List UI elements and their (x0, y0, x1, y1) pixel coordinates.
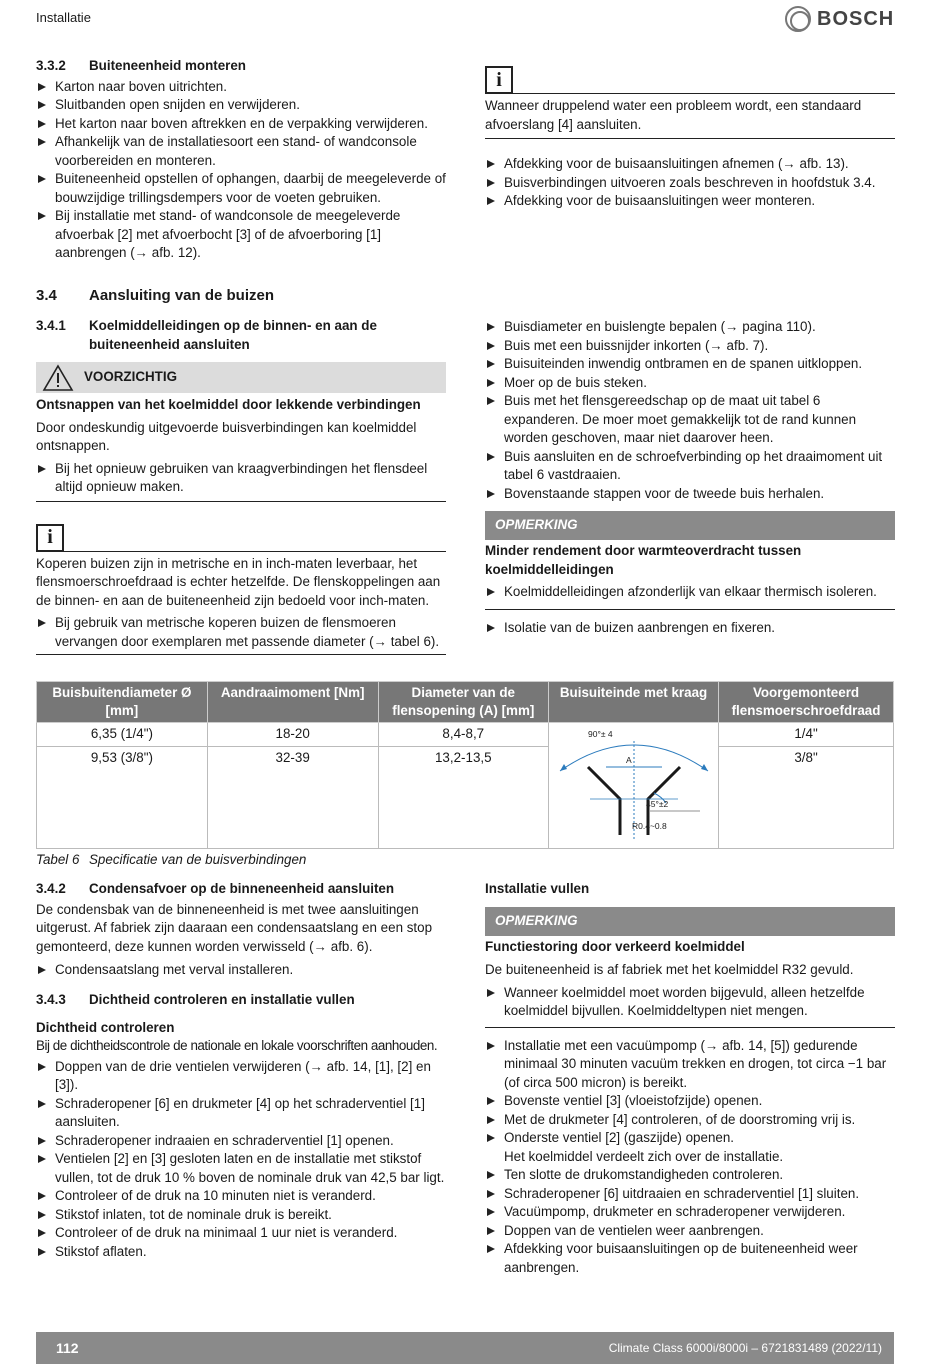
step-list (36, 961, 451, 980)
divider (64, 551, 446, 552)
list-item: Schraderopener [6] uitdraaien en schraderventiel [1] sluiten. (485, 1185, 895, 1204)
list-item: Moer op de buis steken. (485, 374, 895, 393)
column-header: Aandraaimoment [Nm] (207, 682, 378, 723)
table-cell: 32-39 (207, 747, 378, 849)
step-list (485, 155, 895, 211)
table-cell: 9,53 (3/8") (37, 747, 208, 849)
step-list (485, 318, 895, 503)
list-item: Bij gebruik van metrische koperen buizen de flensmoeren vervangen door exemplaren met passende diameter (→ tabel 6). (36, 614, 446, 651)
list-item: Afdekking voor de buisaansluitingen afnemen (→ afb. 13). (485, 155, 895, 174)
step-list (36, 1058, 451, 1262)
drain-info-block (485, 66, 895, 211)
section-3-4-3 (36, 991, 451, 1261)
note-list (485, 984, 895, 1028)
info-text: Wanneer druppelend water een probleem wordt, een standaard afvoerslang [4] aansluiten. (485, 94, 895, 139)
column-header: Buisuiteinde met kraag (549, 682, 719, 723)
list-item: Ventielen [2] en [3] gesloten laten en de installatie met stikstof vullen, tot de druk 10 % boven de nominale druk van 42,5 bar ligt. (36, 1150, 451, 1187)
caution-text: Door ondeskundig uitgevoerde buisverbindingen kan koelmiddel ontsnappen. (36, 419, 417, 453)
list-item: Het karton naar boven aftrekken en de verpakking verwijderen. (36, 115, 451, 134)
table-cell: 3/8" (719, 747, 894, 849)
note-text: De buiteneenheid is af fabriek met het koelmiddel R32 gevuld. (485, 962, 854, 977)
section-heading: 3.3.2 Buiteneenheid monteren (36, 58, 246, 73)
column-header: Voorgemonteerd flensmoerschroefdraad (719, 682, 894, 723)
list-item: Ten slotte de drukomstandigheden controleren. (485, 1166, 895, 1185)
list-item: Doppen van de ventielen weer aanbrengen. (485, 1222, 895, 1241)
list-item: Buis met een buissnijder inkorten (→ afb. 7). (485, 337, 895, 356)
list-item: Buisverbindingen uitvoeren zoals beschreven in hoofdstuk 3.4. (485, 174, 895, 193)
note-banner: OPMERKING (485, 907, 895, 936)
list-item: Vacuümpomp, drukmeter en schraderopener verwijderen. (485, 1203, 895, 1222)
brand-name: BOSCH (817, 7, 895, 30)
section-heading: 3.4.3 Dichtheid controleren en installatie vullen (36, 992, 355, 1007)
list-item: Afdekking voor de buisaansluitingen weer monteren. (485, 192, 895, 211)
list-item: Bij het opnieuw gebruiken van kraagverbindingen het flensdeel altijd opnieuw maken. (36, 460, 446, 497)
list-item: Buis met het flensgereedschap op de maat uit tabel 6 expanderen. De moer moet gemakkelijk tot de rand kunnen worden geschoven, maar niet daarover heen. (485, 392, 895, 448)
list-item: Bovenste ventiel [3] (vloeistofzijde) openen. (485, 1092, 895, 1111)
list-item: Sluitbanden open snijden en verwijderen. (36, 96, 451, 115)
note-list (485, 583, 895, 610)
table-row (37, 747, 894, 849)
column-header: Diameter van de flensopening (A) [mm] (378, 682, 549, 723)
section-3-4-2 (36, 880, 451, 980)
table-cell: 13,2-13,5 (378, 747, 549, 849)
table-caption: Tabel 6 Specificatie van de buisverbindingen (36, 852, 307, 867)
section-heading-3-4: 3.4 Aansluiting van de buizen (36, 287, 275, 304)
table-cell: 8,4-8,7 (378, 723, 549, 747)
list-item: Bovenstaande stappen voor de tweede buis herhalen. (485, 485, 895, 504)
body-text: Bij de dichtheidscontrole de nationale en lokale voorschriften aanhouden. (36, 1038, 438, 1053)
flare-diagram-cell (549, 723, 719, 849)
list-item: Stikstof aflaten. (36, 1243, 451, 1262)
list-item: Isolatie van de buizen aanbrengen en fixeren. (485, 619, 895, 638)
step-list (485, 1037, 895, 1278)
flare-diagram (550, 723, 718, 843)
list-item: Buisuiteinden inwendig ontbramen en de spanen uitkloppen. (485, 355, 895, 374)
note-heading: Functiestoring door verkeerd koelmiddel (485, 938, 745, 954)
list-item: Wanneer koelmiddel moet worden bijgevuld, alleen hetzelfde koelmiddel bijvullen. Koelmiddeltypen niet mengen. (485, 984, 895, 1021)
document-id: Climate Class 6000i/8000i – 6721831489 (2022/11) (608, 1340, 882, 1355)
column-header: Buisbuitendiameter Ø [mm] (37, 682, 208, 723)
note-banner: OPMERKING (485, 511, 895, 540)
list-item: Condensaatslang met verval installeren. (36, 961, 451, 980)
list-item: Buisdiameter en buislengte bepalen (→ pagina 110). (485, 318, 895, 337)
caution-heading: Ontsnappen van het koelmiddel door lekkende verbindingen (36, 397, 421, 412)
list-item: Installatie met een vacuümpomp (→ afb. 14, [5]) gedurende minimaal 30 minuten vacuüm trekken en drogen, tot circa −1 bar (of circa 500 micron) is bereikt. (485, 1037, 895, 1093)
page-footer (36, 1332, 894, 1364)
a-label: A (625, 755, 632, 765)
step-list (485, 619, 895, 638)
list-item: Controleer of de druk na minimaal 1 uur niet is veranderd. (36, 1224, 451, 1243)
list-item: Schraderopener [6] en drukmeter [4] op het schraderventiel [1] aansluiten. (36, 1095, 451, 1132)
divider (513, 93, 895, 94)
bosch-logo (785, 6, 894, 32)
list-item: Met de drukmeter [4] controleren, of de doorstroming vrij is. (485, 1111, 895, 1130)
list-item: Afdekking voor buisaansluitingen op de buiteneenheid weer aanbrengen. (485, 1240, 895, 1277)
list-item-extra: Het koelmiddel verdeelt zich over de installatie. (504, 1148, 784, 1164)
list-item: Buis aansluiten en de schroefverbinding op het draaimoment uit tabel 6 vastdraaien. (485, 448, 895, 485)
sub-heading: Installatie vullen (485, 881, 590, 896)
pipe-steps-block (485, 317, 895, 637)
list-item: Buiteneenheid opstellen of ophangen, daarbij de meegeleverde of bouwzijdige trillingsdempers voor de voeten gebruiken. (36, 170, 451, 207)
caution-banner (36, 362, 446, 393)
list-item: Karton naar boven uitrichten. (36, 78, 451, 97)
radius-label: R0.4~0.8 (631, 821, 667, 831)
info-header (36, 524, 446, 552)
list-item: Controleer of de druk na 10 minuten niet is veranderd. (36, 1187, 451, 1206)
table-header-row (37, 682, 894, 723)
table-cell: 1/4" (719, 723, 894, 747)
fill-installation-block (485, 880, 895, 1277)
note-heading: Minder rendement door warmteoverdracht tussen koelmiddelleidingen (485, 543, 802, 577)
section-3-3-2 (36, 57, 451, 263)
info-icon: i (36, 524, 64, 552)
angle-label: 90°± 4 (587, 729, 613, 739)
flare-angle-label: 45°±2 (645, 799, 668, 809)
list-item: Stikstof inlaten, tot de nominale druk is bereikt. (36, 1206, 451, 1225)
list-item: Afhankelijk van de installatiesoort een stand- of wandconsole voorbereiden en monteren. (36, 133, 451, 170)
info-text: Koperen buizen zijn in metrische en in inch-maten leverbaar, het flensmoerschroefdraad is echter hetzelfde. De flenskoppelingen aan de binnen- en aan de buiteneenheid zijn bedoeld voor inch-maten. (36, 555, 441, 608)
table-cell: 18-20 (207, 723, 378, 747)
list-item: Koelmiddelleidingen afzonderlijk van elkaar thermisch isoleren. (485, 583, 895, 602)
list-item: Onderste ventiel [2] (gaszijde) openen. Het koelmiddel verdeelt zich over de installatie. (485, 1129, 895, 1166)
pipe-spec-table (36, 681, 894, 849)
list-item: Schraderopener indraaien en schraderventiel [1] openen. (36, 1132, 451, 1151)
sub-heading: Dichtheid controleren (36, 1019, 175, 1035)
caution-list (36, 460, 446, 502)
warning-triangle-icon (42, 364, 74, 392)
info-list (36, 614, 446, 655)
list-item: Bij installatie met stand- of wandconsole de meegeleverde afvoerbak [2] met afvoerbocht [3] of de afvoerboring [1] aanbrengen (→ afb. 12). (36, 207, 451, 263)
step-list (36, 78, 451, 263)
running-header: Installatie (36, 10, 91, 25)
info-header (485, 66, 895, 94)
section-3-4-1 (36, 317, 446, 655)
table-row (37, 723, 894, 747)
body-text: De condensbak van de binneneenheid is met twee aansluitingen uitgerust. Af fabriek zijn daaraan een condensaatslang en een stop gemonteerd, deze kunnen worden verwisseld (→ afb. 6). (36, 901, 433, 954)
bosch-armature-icon (785, 6, 811, 32)
section-heading: 3.4.2 Condensafvoer op de binneneenheid aansluiten (36, 881, 395, 896)
list-item: Doppen van de drie ventielen verwijderen (→ afb. 14, [1], [2] en [3]). (36, 1058, 451, 1095)
page-number: 112 (56, 1339, 79, 1356)
table-cell: 6,35 (1/4") (37, 723, 208, 747)
info-icon: i (485, 66, 513, 94)
section-heading: 3.4.1 Koelmiddelleidingen op de binnen- en aan de buiteneenheid aansluiten (36, 318, 377, 352)
caution-label: VOORZICHTIG (84, 369, 177, 385)
